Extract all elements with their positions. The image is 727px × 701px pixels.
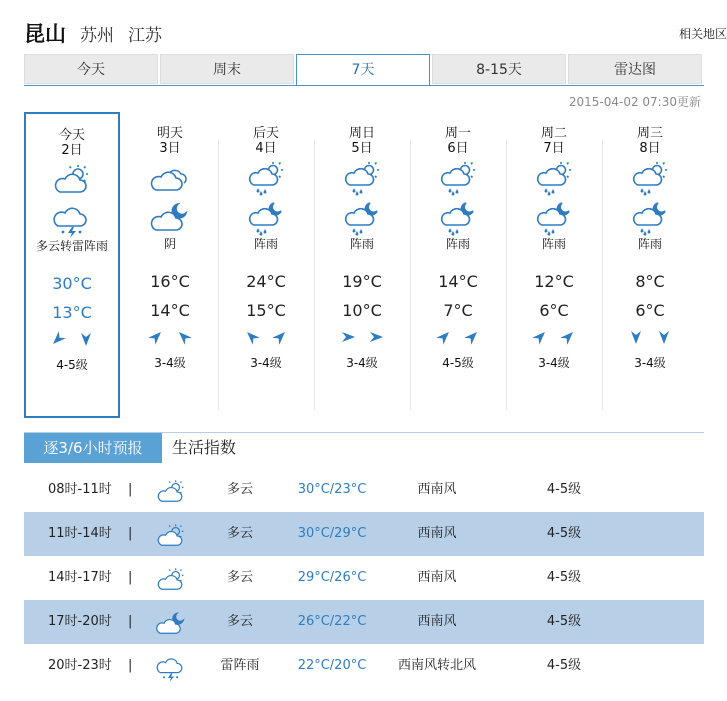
tab-hourly-forecast[interactable]: 逐3/6小时预报 [24,433,162,463]
day-date: 6日 [447,141,469,156]
thunderstorm-icon [154,654,188,701]
high-temp: 16°C [150,272,190,291]
wind-level: 4-5级 [546,658,582,673]
weather-desc: 多云 [226,614,253,629]
southwest-wind-icon [49,330,67,348]
high-temp: 24°C [246,272,286,291]
wind-directions [218,328,314,348]
wind-directions [122,328,218,348]
time-range: 17时-20时 [48,614,112,629]
south-wind-icon [77,330,95,348]
hourly-row [24,512,704,556]
separator: | [128,658,133,673]
wind-level: 4-5级 [546,570,582,585]
northeast-wind-icon [531,328,549,346]
wind-level: 4-5级 [546,482,582,497]
shower-night-icon [410,200,506,236]
high-temp: 14°C [438,272,478,291]
partly-cloudy-icon [26,162,118,198]
wind-direction: 西南风 [417,482,457,497]
day-name: 明天 [156,126,183,141]
tab-4[interactable]: 雷达图 [568,54,702,84]
day-name: 周二 [540,126,567,141]
northeast-wind-icon [147,328,165,346]
forecast-tabs [24,54,704,86]
low-temp: 14°C [150,301,190,320]
weather-desc: 多云 [226,570,253,585]
shower-night-icon [314,200,410,236]
location-header [24,18,162,48]
weather-desc: 多云 [226,526,253,541]
northeast-wind-icon [559,328,577,346]
wind-level: 3-4级 [634,356,666,370]
tab-1[interactable]: 周末 [160,54,294,84]
day-column[interactable] [218,112,314,418]
weather-desc: 阵雨 [637,237,662,251]
separator: | [128,526,133,541]
east-wind-icon [367,328,385,346]
hourly-row [24,600,704,644]
separator: | [128,614,133,629]
south-wind-icon [655,328,673,346]
weather-desc: 阵雨 [541,237,566,251]
wind-level: 4-5级 [56,358,88,372]
time-range: 14时-17时 [48,570,112,585]
tab-3[interactable]: 8-15天 [432,54,566,84]
east-wind-icon [339,328,357,346]
cloudy-icon [122,160,218,196]
weather-desc: 多云转雷阵雨 [35,239,108,253]
low-temp: 7°C [443,301,473,320]
wind-level: 3-4级 [154,356,186,370]
wind-directions [314,328,410,348]
day-column[interactable] [24,112,120,418]
shower-icon [602,160,698,196]
wind-direction: 西南风 [417,570,457,585]
northwest-wind-icon [175,328,193,346]
weather-desc: 雷阵雨 [220,658,260,673]
wind-directions [410,328,506,348]
northeast-wind-icon [271,328,289,346]
hourly-forecast-list [24,468,704,688]
temperature-range: 30°C/29°C [297,526,367,541]
wind-direction: 西南风 [417,526,457,541]
day-name: 今天 [58,128,85,143]
high-temp: 8°C [635,272,665,291]
weather-desc: 阵雨 [445,237,470,251]
shower-icon [506,160,602,196]
tab-2[interactable]: 7天 [296,54,430,86]
low-temp: 6°C [635,301,665,320]
day-column[interactable] [122,112,218,418]
hourly-row [24,468,704,512]
wind-level: 4-5级 [442,356,474,370]
low-temp: 6°C [539,301,569,320]
province-link[interactable]: 江苏 [128,26,162,46]
shower-icon [410,160,506,196]
day-name: 周日 [348,126,375,141]
wind-level: 4-5级 [546,526,582,541]
day-date: 7日 [543,141,565,156]
parent-city-link[interactable]: 苏州 [80,26,114,46]
weather-desc: 阵雨 [253,237,278,251]
tab-underline [24,85,704,86]
weather-desc: 阴 [163,237,176,251]
northwest-wind-icon [243,328,261,346]
northeast-wind-icon [435,328,453,346]
hourly-section-tabs [24,432,704,464]
temperature-range: 30°C/23°C [297,482,367,497]
northeast-wind-icon [463,328,481,346]
day-name: 后天 [252,126,279,141]
day-date: 3日 [159,141,181,156]
day-column[interactable] [314,112,410,418]
day-date: 8日 [639,141,661,156]
wind-direction: 西南风 [417,614,457,629]
separator: | [128,482,133,497]
shower-night-icon [218,200,314,236]
tab-0[interactable]: 今天 [24,54,158,84]
shower-night-icon [602,200,698,236]
cloudy-night-icon [122,200,218,236]
day-column[interactable] [410,112,506,418]
wind-directions [506,328,602,348]
time-range: 20时-23时 [48,658,112,673]
time-range: 08时-11时 [48,482,112,497]
wind-level: 3-4级 [250,356,282,370]
day-name: 周一 [444,126,471,141]
day-column[interactable] [602,112,698,418]
wind-level: 3-4级 [346,356,378,370]
time-range: 11时-14时 [48,526,112,541]
high-temp: 19°C [342,272,382,291]
related-areas-link[interactable]: 相关地区 [679,27,727,41]
day-name: 周三 [636,126,663,141]
shower-night-icon [506,200,602,236]
wind-direction: 西南风转北风 [397,658,476,673]
day-column[interactable] [506,112,602,418]
low-temp: 13°C [52,303,92,322]
separator: | [128,570,133,585]
weather-desc: 阵雨 [349,237,374,251]
low-temp: 15°C [246,301,286,320]
tab-life-index[interactable]: 生活指数 [172,438,237,457]
south-wind-icon [627,328,645,346]
update-time: 2015-04-02 07:30更新 [568,95,701,109]
weather-desc: 多云 [226,482,253,497]
city-name: 昆山 [24,22,66,46]
day-date: 5日 [351,141,373,156]
temperature-range: 29°C/26°C [297,570,367,585]
high-temp: 30°C [52,274,92,293]
wind-level: 3-4级 [538,356,570,370]
shower-icon [218,160,314,196]
day-date: 2日 [61,143,83,158]
wind-level: 4-5级 [546,614,582,629]
day-date: 4日 [255,141,277,156]
seven-day-forecast [24,112,704,418]
hourly-row [24,556,704,600]
temperature-range: 26°C/22°C [297,614,367,629]
shower-icon [314,160,410,196]
temperature-range: 22°C/20°C [297,658,367,673]
hourly-row [24,644,704,688]
high-temp: 12°C [534,272,574,291]
thunderstorm-icon [26,202,118,238]
low-temp: 10°C [342,301,382,320]
wind-directions [26,330,118,350]
wind-directions [602,328,698,348]
